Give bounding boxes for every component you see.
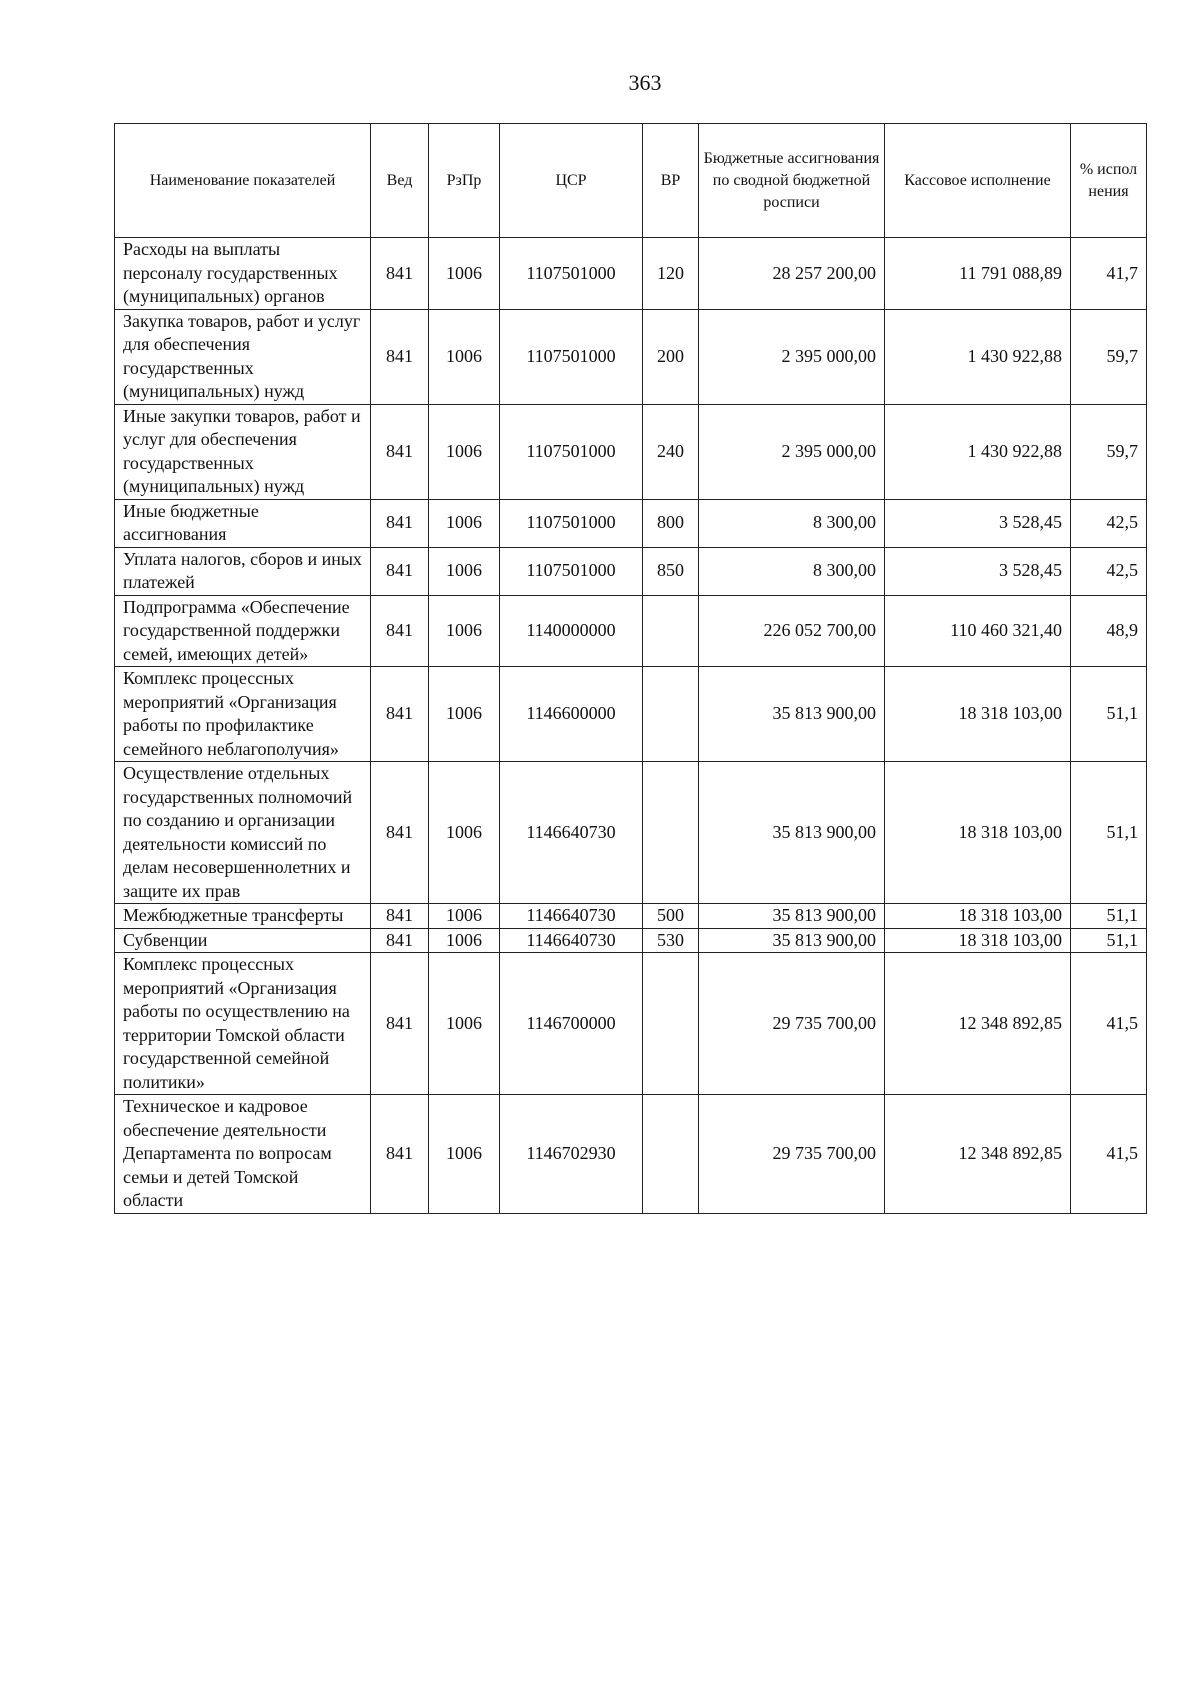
cell-csr: 1146640730 bbox=[500, 904, 643, 929]
cell-rzpr: 1006 bbox=[429, 953, 500, 1095]
cell-percent: 51,1 bbox=[1071, 667, 1147, 762]
cell-rzpr: 1006 bbox=[429, 595, 500, 667]
cell-ved: 841 bbox=[371, 667, 429, 762]
table-row bbox=[115, 1095, 1147, 1214]
table-row bbox=[115, 762, 1147, 904]
cell-rzpr: 1006 bbox=[429, 928, 500, 953]
cell-percent: 59,7 bbox=[1071, 404, 1147, 499]
cell-vr bbox=[643, 595, 699, 667]
table-row bbox=[115, 499, 1147, 547]
cell-ved: 841 bbox=[371, 499, 429, 547]
cell-cash: 3 528,45 bbox=[885, 499, 1071, 547]
cell-vr: 850 bbox=[643, 547, 699, 595]
cell-vr: 200 bbox=[643, 309, 699, 404]
cell-rzpr: 1006 bbox=[429, 547, 500, 595]
table-header-row bbox=[115, 124, 1147, 238]
cell-csr: 1146640730 bbox=[500, 762, 643, 904]
cell-vr: 120 bbox=[643, 238, 699, 310]
cell-csr: 1107501000 bbox=[500, 499, 643, 547]
page-number: 363 bbox=[628, 70, 662, 95]
cell-vr bbox=[643, 762, 699, 904]
table-row bbox=[115, 547, 1147, 595]
table-row bbox=[115, 904, 1147, 929]
cell-rzpr: 1006 bbox=[429, 904, 500, 929]
cell-percent: 42,5 bbox=[1071, 547, 1147, 595]
cell-cash: 18 318 103,00 bbox=[885, 904, 1071, 929]
cell-name: Подпрограмма «Обеспечение государственной поддержки семей, имеющих детей» bbox=[115, 595, 371, 667]
cell-ved: 841 bbox=[371, 762, 429, 904]
cell-budget: 226 052 700,00 bbox=[699, 595, 885, 667]
cell-cash: 12 348 892,85 bbox=[885, 1095, 1071, 1214]
cell-vr: 500 bbox=[643, 904, 699, 929]
cell-rzpr: 1006 bbox=[429, 762, 500, 904]
cell-ved: 841 bbox=[371, 309, 429, 404]
cell-ved: 841 bbox=[371, 595, 429, 667]
cell-cash: 3 528,45 bbox=[885, 547, 1071, 595]
table-row bbox=[115, 404, 1147, 499]
header-budget: Бюджетные ассигнования по сводной бюджетной росписи bbox=[699, 124, 885, 238]
header-rzpr: РзПр bbox=[429, 124, 500, 238]
cell-rzpr: 1006 bbox=[429, 309, 500, 404]
cell-ved: 841 bbox=[371, 547, 429, 595]
cell-csr: 1146702930 bbox=[500, 1095, 643, 1214]
cell-cash: 18 318 103,00 bbox=[885, 928, 1071, 953]
cell-vr: 240 bbox=[643, 404, 699, 499]
cell-name: Комплекс процессных мероприятий «Организация работы по осуществлению на территории Томской области государственной семейной политики» bbox=[115, 953, 371, 1095]
cell-csr: 1140000000 bbox=[500, 595, 643, 667]
budget-table bbox=[114, 123, 1147, 1214]
table-row bbox=[115, 928, 1147, 953]
cell-percent: 41,7 bbox=[1071, 238, 1147, 310]
cell-percent: 51,1 bbox=[1071, 904, 1147, 929]
cell-ved: 841 bbox=[371, 1095, 429, 1214]
cell-cash: 18 318 103,00 bbox=[885, 667, 1071, 762]
header-ved: Вед bbox=[371, 124, 429, 238]
cell-vr bbox=[643, 667, 699, 762]
table-row bbox=[115, 238, 1147, 310]
cell-budget: 28 257 200,00 bbox=[699, 238, 885, 310]
cell-csr: 1107501000 bbox=[500, 309, 643, 404]
cell-vr: 530 bbox=[643, 928, 699, 953]
header-percent: % испол нения bbox=[1071, 124, 1147, 238]
cell-name: Техническое и кадровое обеспечение деятельности Департамента по вопросам семьи и детей Томской области bbox=[115, 1095, 371, 1214]
cell-percent: 41,5 bbox=[1071, 1095, 1147, 1214]
cell-csr: 1146700000 bbox=[500, 953, 643, 1095]
cell-rzpr: 1006 bbox=[429, 404, 500, 499]
cell-name: Уплата налогов, сборов и иных платежей bbox=[115, 547, 371, 595]
cell-ved: 841 bbox=[371, 404, 429, 499]
cell-cash: 1 430 922,88 bbox=[885, 404, 1071, 499]
cell-percent: 42,5 bbox=[1071, 499, 1147, 547]
cell-vr bbox=[643, 953, 699, 1095]
cell-budget: 35 813 900,00 bbox=[699, 762, 885, 904]
cell-cash: 18 318 103,00 bbox=[885, 762, 1071, 904]
cell-budget: 29 735 700,00 bbox=[699, 953, 885, 1095]
cell-budget: 8 300,00 bbox=[699, 499, 885, 547]
cell-ved: 841 bbox=[371, 238, 429, 310]
header-name: Наименование показателей bbox=[115, 124, 371, 238]
cell-cash: 110 460 321,40 bbox=[885, 595, 1071, 667]
cell-name: Иные закупки товаров, работ и услуг для обеспечения государственных (муниципальных) нужд bbox=[115, 404, 371, 499]
cell-name: Комплекс процессных мероприятий «Организация работы по профилактике семейного неблагополучия» bbox=[115, 667, 371, 762]
cell-budget: 8 300,00 bbox=[699, 547, 885, 595]
cell-percent: 51,1 bbox=[1071, 928, 1147, 953]
cell-percent: 48,9 bbox=[1071, 595, 1147, 667]
cell-budget: 35 813 900,00 bbox=[699, 904, 885, 929]
cell-percent: 59,7 bbox=[1071, 309, 1147, 404]
cell-name: Иные бюджетные ассигнования bbox=[115, 499, 371, 547]
cell-vr: 800 bbox=[643, 499, 699, 547]
cell-name: Закупка товаров, работ и услуг для обеспечения государственных (муниципальных) нужд bbox=[115, 309, 371, 404]
cell-rzpr: 1006 bbox=[429, 499, 500, 547]
cell-cash: 11 791 088,89 bbox=[885, 238, 1071, 310]
cell-name: Субвенции bbox=[115, 928, 371, 953]
cell-csr: 1107501000 bbox=[500, 404, 643, 499]
cell-rzpr: 1006 bbox=[429, 667, 500, 762]
cell-percent: 41,5 bbox=[1071, 953, 1147, 1095]
cell-ved: 841 bbox=[371, 904, 429, 929]
cell-budget: 2 395 000,00 bbox=[699, 404, 885, 499]
cell-csr: 1146600000 bbox=[500, 667, 643, 762]
cell-cash: 1 430 922,88 bbox=[885, 309, 1071, 404]
header-cash: Кассовое исполнение bbox=[885, 124, 1071, 238]
cell-name: Осуществление отдельных государственных полномочий по созданию и организации деятельности комиссий по делам несовершеннолетних и защите их прав bbox=[115, 762, 371, 904]
cell-ved: 841 bbox=[371, 928, 429, 953]
cell-rzpr: 1006 bbox=[429, 1095, 500, 1214]
cell-name: Межбюджетные трансферты bbox=[115, 904, 371, 929]
header-csr: ЦСР bbox=[500, 124, 643, 238]
table-row bbox=[115, 309, 1147, 404]
cell-vr bbox=[643, 1095, 699, 1214]
cell-ved: 841 bbox=[371, 953, 429, 1095]
cell-percent: 51,1 bbox=[1071, 762, 1147, 904]
cell-cash: 12 348 892,85 bbox=[885, 953, 1071, 1095]
cell-budget: 29 735 700,00 bbox=[699, 1095, 885, 1214]
cell-csr: 1107501000 bbox=[500, 238, 643, 310]
table-row bbox=[115, 595, 1147, 667]
cell-csr: 1146640730 bbox=[500, 928, 643, 953]
cell-budget: 35 813 900,00 bbox=[699, 667, 885, 762]
cell-name: Расходы на выплаты персоналу государственных (муниципальных) органов bbox=[115, 238, 371, 310]
table-row bbox=[115, 953, 1147, 1095]
cell-csr: 1107501000 bbox=[500, 547, 643, 595]
header-vr: ВР bbox=[643, 124, 699, 238]
cell-rzpr: 1006 bbox=[429, 238, 500, 310]
cell-budget: 2 395 000,00 bbox=[699, 309, 885, 404]
table-row bbox=[115, 667, 1147, 762]
cell-budget: 35 813 900,00 bbox=[699, 928, 885, 953]
